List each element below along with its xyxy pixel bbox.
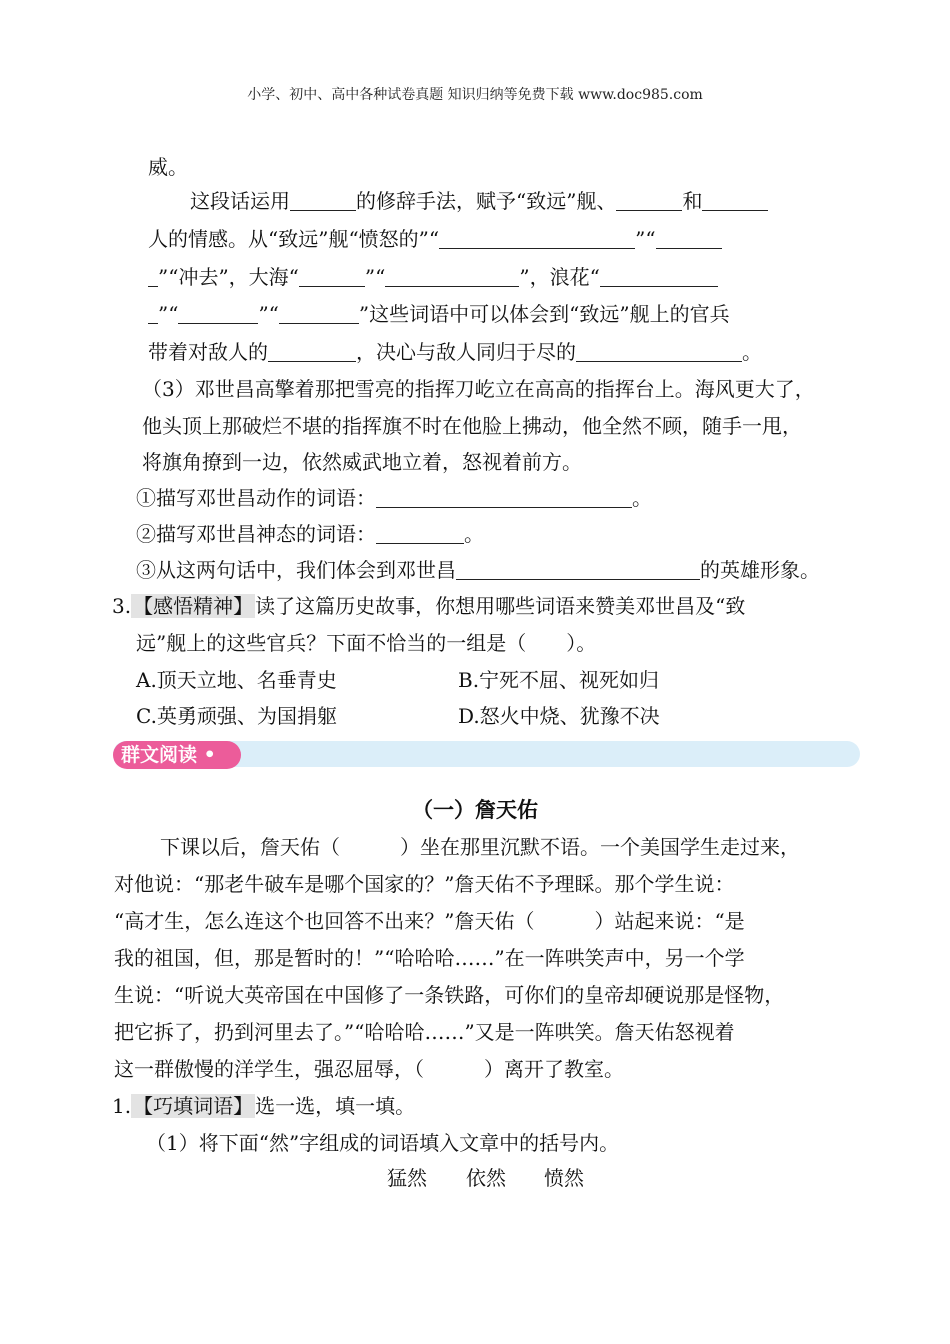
- option-d[interactable]: D.怒火中烧、犹豫不决: [458, 704, 660, 728]
- answer-blank[interactable]: [268, 343, 356, 362]
- text-fragment: ”“: [364, 265, 386, 289]
- section-tag: 【巧填词语】: [133, 1094, 254, 1118]
- text-line-1: 威。: [148, 155, 188, 179]
- answer-blank[interactable]: [148, 305, 158, 324]
- passage-line: 将旗角撩到一边，依然威武地立着，怒视着前方。: [142, 450, 582, 474]
- question-2: [136, 521, 484, 547]
- question-text: 。: [464, 522, 484, 546]
- text-fragment: ”“: [635, 227, 656, 251]
- answer-blank[interactable]: [616, 192, 682, 211]
- section-3-question-cont: 远”舰上的这些官兵？下面不恰当的一组是（ ）。: [136, 631, 597, 655]
- story-paragraph-line: 下课以后，詹天佑（ ）坐在那里沉默不语。一个美国学生走过来，: [160, 835, 800, 859]
- question-number: 1.: [112, 1094, 132, 1118]
- text-fragment: ”“: [158, 302, 179, 326]
- answer-blank[interactable]: [600, 268, 718, 287]
- word-choice-2: 依然: [466, 1166, 506, 1190]
- text-fragment: ”这些词语中可以体会到“致远”舰上的官兵: [358, 302, 730, 326]
- text-fragment: ”“冲去”，大海“: [158, 265, 299, 289]
- answer-blank[interactable]: [299, 268, 365, 287]
- question-3: [136, 557, 820, 583]
- answer-blank[interactable]: [456, 561, 700, 580]
- question-number: 3.: [112, 594, 132, 618]
- section-3-question: [112, 593, 745, 619]
- story-paragraph-line: 这一群傲慢的洋学生，强忍屈辱，（ ）离开了教室。: [114, 1057, 624, 1081]
- text-fragment: ，决心与敌人同归于尽的: [356, 340, 576, 364]
- story-title: （一）詹天佑: [412, 798, 538, 822]
- story-paragraph-line: 对他说：“那老牛破车是哪个国家的？”詹天佑不予理睬。那个学生说：: [114, 872, 735, 896]
- answer-blank[interactable]: [376, 525, 464, 544]
- text-line-3: [148, 226, 722, 252]
- question-text: 。: [632, 486, 652, 510]
- answer-blank[interactable]: [290, 192, 356, 211]
- answer-blank[interactable]: [385, 268, 519, 287]
- story-paragraph-line: “高才生，怎么连这个也回答不出来？”詹天佑（ ）站起来说：“是: [114, 909, 745, 933]
- story-paragraph-line: 生说：“听说大英帝国在中国修了一条铁路，可你们的皇帝却硬说那是怪物，: [114, 983, 785, 1007]
- text-fragment: 和: [682, 189, 703, 213]
- question-text: ①描写邓世昌动作的词语：: [136, 486, 376, 510]
- text-fragment: 带着对敌人的: [148, 340, 268, 364]
- option-a[interactable]: A.顶天立地、名垂青史: [136, 668, 337, 692]
- answer-blank[interactable]: [376, 489, 632, 508]
- question-text: 的英雄形象。: [700, 558, 820, 582]
- word-choice-1: 猛然: [387, 1166, 427, 1190]
- text-fragment: 的修辞手法，赋予“致远”舰、: [356, 189, 617, 213]
- answer-blank[interactable]: [576, 343, 742, 362]
- passage-line: 他头顶上那破烂不堪的指挥旗不时在他脸上拂动，他全然不顾，随手一甩，: [142, 414, 802, 438]
- question-text: 选一选，填一填。: [255, 1094, 416, 1118]
- text-fragment: 。: [742, 340, 762, 364]
- section-banner-label: 群文阅读 •: [113, 741, 241, 769]
- option-c[interactable]: C.英勇顽强、为国捐躯: [136, 704, 337, 728]
- question-text: ③从这两句话中，我们体会到邓世昌: [136, 558, 456, 582]
- text-line-2: [190, 188, 768, 214]
- answer-blank[interactable]: [148, 268, 158, 287]
- text-fragment: ”“: [258, 302, 279, 326]
- passage-line: （3）邓世昌高擎着那把雪亮的指挥刀屹立在高高的指挥台上。海风更大了，: [142, 377, 815, 401]
- word-choice-3: 愤然: [544, 1166, 584, 1190]
- text-fragment: ”，浪花“: [519, 265, 600, 289]
- answer-blank[interactable]: [439, 230, 635, 249]
- answer-blank[interactable]: [656, 230, 722, 249]
- section-tag: 【感悟精神】: [133, 594, 254, 618]
- text-line-5: [148, 301, 730, 327]
- answer-blank[interactable]: [279, 305, 359, 324]
- option-b[interactable]: B.宁死不屈、视死如归: [458, 668, 660, 692]
- text-fragment: 人的情感。从“致远”舰“愤怒的”“: [148, 227, 440, 251]
- story-paragraph-line: 把它拆了，扔到河里去了。”“哈哈哈……”又是一阵哄笑。詹天佑怒视着: [114, 1020, 735, 1044]
- answer-blank[interactable]: [702, 192, 768, 211]
- story-paragraph-line: 我的祖国，但，那是暂时的！”“哈哈哈……”在一阵哄笑声中，另一个学: [114, 946, 745, 970]
- text-fragment: 这段话运用: [190, 189, 290, 213]
- task-1-subquestion: （1）将下面“然”字组成的词语填入文章中的括号内。: [146, 1131, 620, 1155]
- task-1-heading: [112, 1093, 415, 1119]
- question-text: ②描写邓世昌神态的词语：: [136, 522, 376, 546]
- question-text: 读了这篇历史故事，你想用哪些词语来赞美邓世昌及“致: [255, 594, 746, 618]
- text-line-4: [148, 264, 718, 290]
- answer-blank[interactable]: [178, 305, 258, 324]
- question-1: [136, 485, 652, 511]
- page-header: 小学、初中、高中各种试卷真题 知识归纳等免费下载 www.doc985.com: [247, 87, 703, 103]
- text-line-6: [148, 339, 762, 365]
